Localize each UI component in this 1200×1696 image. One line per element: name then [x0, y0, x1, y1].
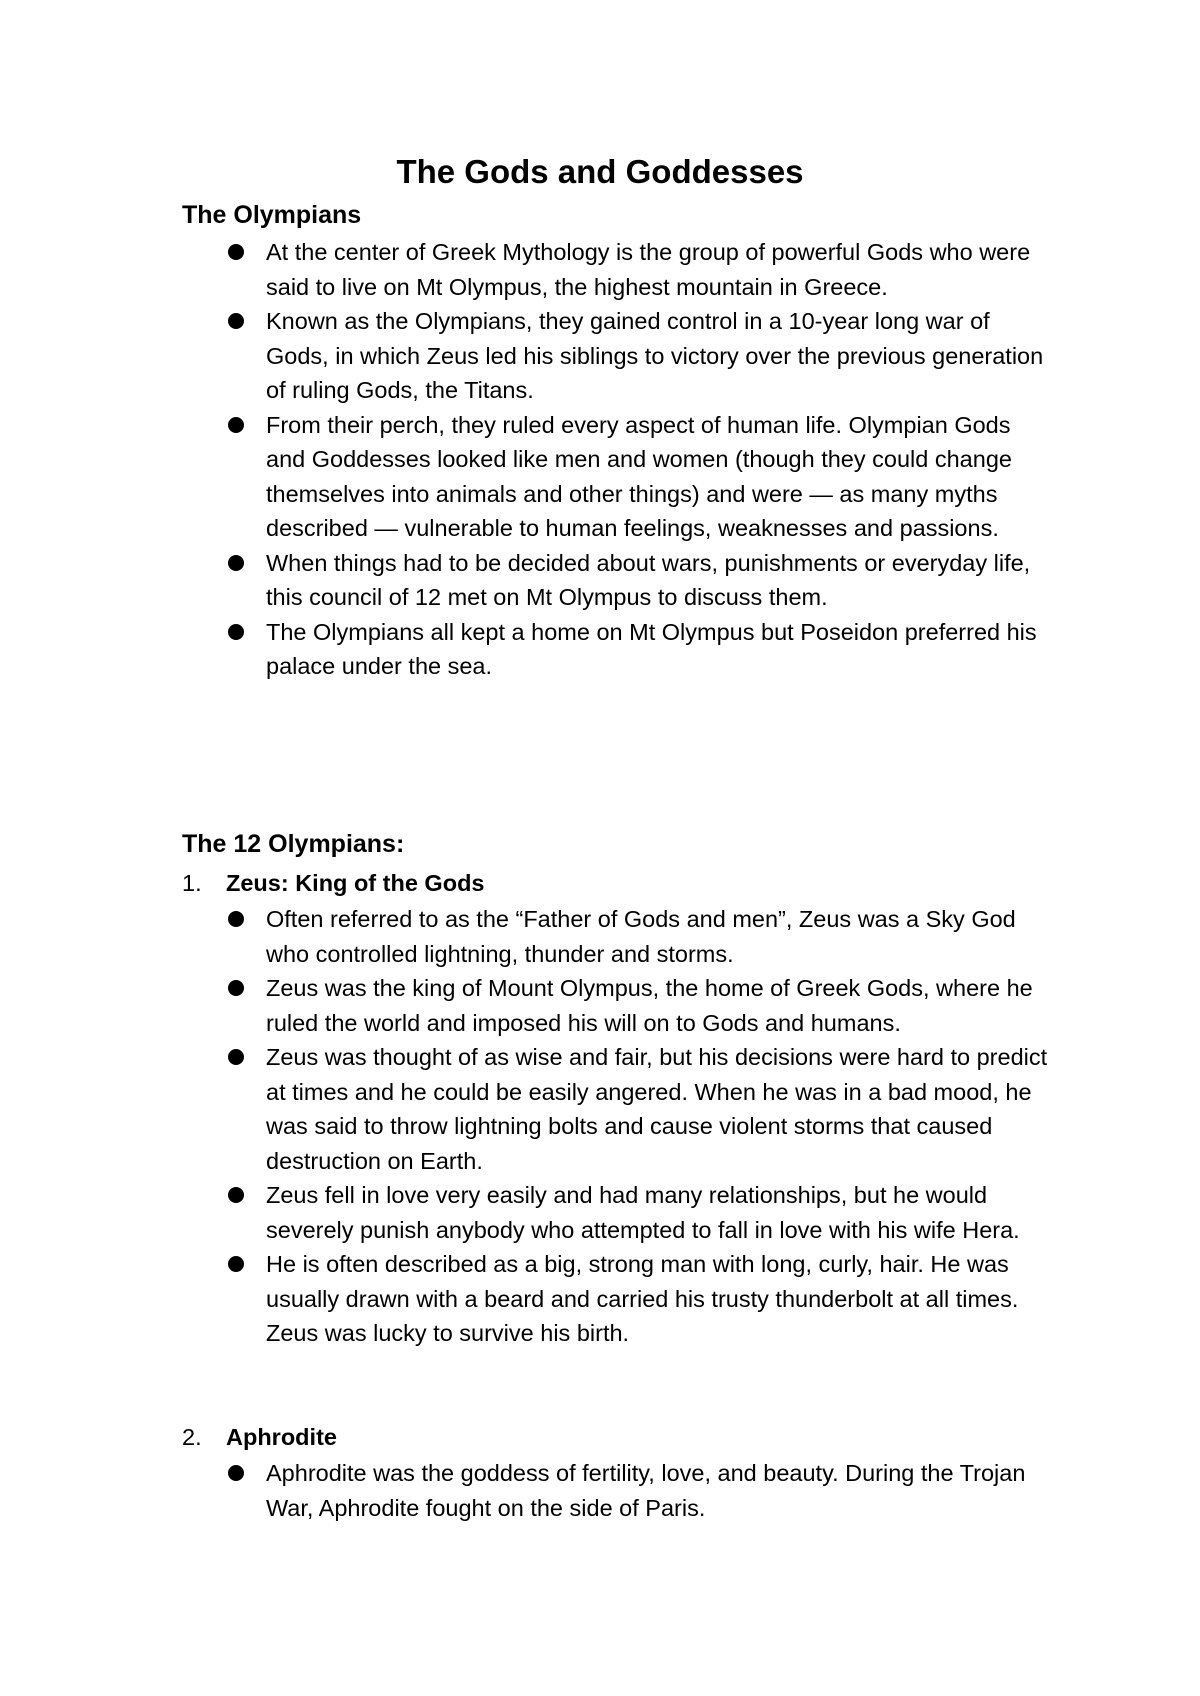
- bullet-icon: [228, 313, 244, 329]
- zeus-bullet-list: [228, 902, 1048, 1351]
- bullet-text: Zeus fell in love very easily and had many relationships, but he would severely punish anybody who attempted to fall in love with his wife Hera.: [266, 1182, 1020, 1243]
- item-number: 2.: [182, 1424, 202, 1450]
- section-heading-olympians: The Olympians: [182, 201, 362, 229]
- numbered-item-zeus: [182, 866, 485, 900]
- bullet-icon: [228, 244, 244, 260]
- item-label: Aphrodite: [226, 1424, 337, 1450]
- bullet-icon: [228, 555, 244, 571]
- bullet-text: Often referred to as the “Father of Gods and men”, Zeus was a Sky God who controlled lightning, thunder and storms.: [266, 906, 1016, 967]
- list-item: [228, 408, 1048, 546]
- bullet-text: Zeus was thought of as wise and fair, but his decisions were hard to predict at times and he could be easily angered. When he was in a bad mood, he was said to throw lightning bolts and cause violent storms that caused destruction on Earth.: [266, 1044, 1048, 1174]
- bullet-text: Zeus was the king of Mount Olympus, the home of Greek Gods, where he ruled the world and imposed his will on to Gods and humans.: [266, 975, 1033, 1036]
- bullet-icon: [228, 911, 244, 927]
- bullet-icon: [228, 417, 244, 433]
- page-title: The Gods and Goddesses: [396, 153, 804, 190]
- bullet-icon: [228, 1465, 244, 1481]
- olympians-bullet-list: [228, 235, 1048, 684]
- bullet-icon: [228, 624, 244, 640]
- list-item: [228, 546, 1048, 615]
- aphrodite-bullet-list: [228, 1456, 1048, 1525]
- bullet-text: At the center of Greek Mythology is the group of powerful Gods who were said to live on Mt Olympus, the highest mountain in Greece.: [266, 239, 1031, 300]
- bullet-text: When things had to be decided about wars, punishments or everyday life, this council of 12 met on Mt Olympus to discuss them.: [266, 549, 1031, 610]
- bullet-text: Aphrodite was the goddess of fertility, love, and beauty. During the Trojan War, Aphrodite fought on the side of Paris.: [266, 1460, 1026, 1521]
- list-item: [228, 902, 1048, 971]
- bullet-icon: [228, 1187, 244, 1203]
- list-item: [228, 1456, 1048, 1525]
- list-item: [228, 615, 1048, 684]
- bullet-text: He is often described as a big, strong man with long, curly, hair. He was usually drawn with a beard and carried his trusty thunderbolt at all times. Zeus was lucky to survive his birth.: [266, 1251, 1019, 1346]
- bullet-icon: [228, 1049, 244, 1065]
- list-item: [228, 235, 1048, 304]
- bullet-icon: [228, 1256, 244, 1272]
- item-label: Zeus: King of the Gods: [226, 870, 485, 896]
- bullet-icon: [228, 980, 244, 996]
- bullet-text: From their perch, they ruled every aspect of human life. Olympian Gods and Goddesses looked like men and women (though they could change themselves into animals and other things) and were — as many myths described — vulnerable to human feelings, weaknesses and passions.: [266, 411, 1012, 541]
- bullet-text: Known as the Olympians, they gained control in a 10-year long war of Gods, in which Zeus led his siblings to victory over the previous generation of ruling Gods, the Titans.: [266, 308, 1044, 403]
- numbered-item-aphrodite: [182, 1420, 337, 1454]
- bullet-text: The Olympians all kept a home on Mt Olympus but Poseidon preferred his palace under the sea.: [266, 618, 1037, 679]
- list-item: [228, 1040, 1048, 1178]
- section-heading-12-olympians: The 12 Olympians:: [182, 830, 405, 858]
- list-item: [228, 1247, 1048, 1351]
- list-item: [228, 1178, 1048, 1247]
- list-item: [228, 304, 1048, 408]
- item-number: 1.: [182, 870, 202, 896]
- list-item: [228, 971, 1048, 1040]
